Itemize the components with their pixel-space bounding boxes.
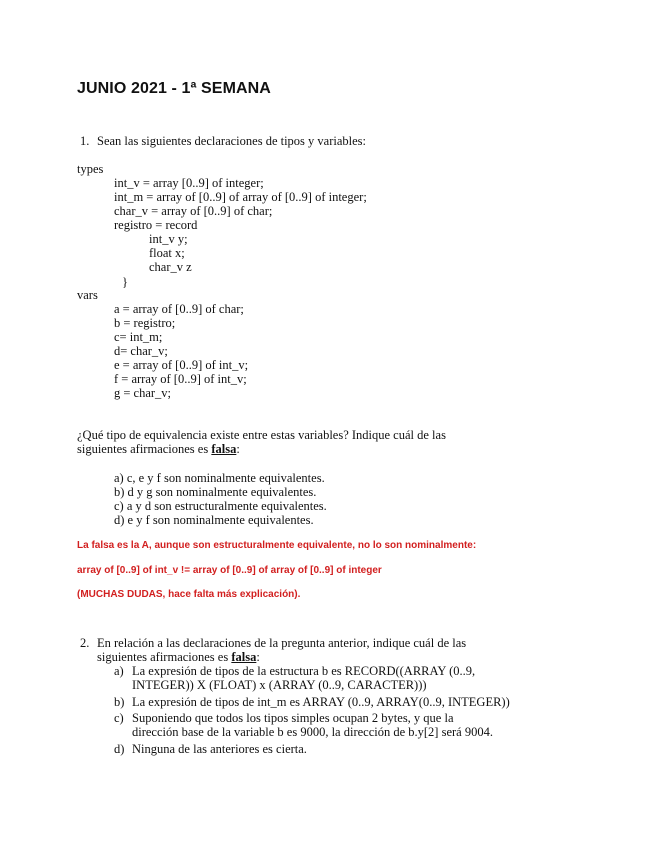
q2-line1: En relación a las declaraciones de la pregunta anterior, indique cuál de las	[97, 636, 467, 650]
var-decl-b: b = registro;	[114, 316, 176, 330]
var-decl-d: d= char_v;	[114, 344, 168, 358]
q1-prompt: Sean las siguientes declaraciones de tipos y variables:	[97, 134, 367, 148]
var-decl-f: f = array of [0..9] of int_v;	[114, 372, 247, 386]
var-decl-a: a = array of [0..9] of char;	[114, 302, 244, 316]
q2-option-b-line1: La expresión de tipos de int_m es ARRAY (0..9, ARRAY(0..9, INTEGER))	[132, 695, 510, 709]
falsa-emphasis: falsa	[211, 442, 237, 456]
q1-option-a: a) c, e y f son nominalmente equivalentes.	[114, 471, 325, 485]
q2-option-c-label: c)	[114, 711, 124, 725]
record-field-x: float x;	[149, 246, 185, 260]
vars-keyword: vars	[77, 288, 98, 302]
var-decl-c: c= int_m;	[114, 330, 163, 344]
q1-option-d: d) e y f son nominalmente equivalentes.	[114, 513, 314, 527]
q2-option-a-line2: INTEGER)) X (FLOAT) x (ARRAY (0..9, CARACTER)))	[132, 678, 427, 692]
q2-option-c-line1: Suponiendo que todos los tipos simples ocupan 2 bytes, y que la	[132, 711, 454, 725]
q1-number: 1.	[80, 134, 90, 148]
q2-option-c-line2: dirección base de la variable b es 9000, la dirección de b.y[2] será 9004.	[132, 725, 493, 739]
type-decl-char-v: char_v = array of [0..9] of char;	[114, 204, 273, 218]
types-keyword: types	[77, 162, 104, 176]
type-decl-int-m: int_m = array of [0..9] of array of [0..9] of integer;	[114, 190, 367, 204]
q2-option-d-line1: Ninguna de las anteriores es cierta.	[132, 742, 307, 756]
record-end-brace: }	[122, 275, 128, 289]
type-decl-registro: registro = record	[114, 218, 198, 232]
answer-note-doubts: (MUCHAS DUDAS, hace falta más explicación).	[77, 589, 301, 600]
var-decl-e: e = array of [0..9] of int_v;	[114, 358, 249, 372]
q2-option-d-label: d)	[114, 742, 125, 756]
q2-option-a-line1: La expresión de tipos de la estructura b es RECORD((ARRAY (0..9,	[132, 664, 476, 678]
q2-line2: siguientes afirmaciones es falsa:	[97, 650, 260, 664]
q1-option-b: b) d y g son nominalmente equivalentes.	[114, 485, 317, 499]
var-decl-g: g = char_v;	[114, 386, 172, 400]
answer-note-type-comparison: array of [0..9] of int_v != array of [0..9] of array of [0..9] of integer	[77, 565, 382, 576]
q2-number: 2.	[80, 636, 90, 650]
q2-option-a-label: a)	[114, 664, 124, 678]
q1-question-line1: ¿Qué tipo de equivalencia existe entre estas variables? Indique cuál de las	[77, 428, 446, 442]
falsa-emphasis: falsa	[231, 650, 257, 664]
record-field-z: char_v z	[149, 260, 192, 274]
page-title: JUNIO 2021 - 1ª SEMANA	[77, 80, 271, 97]
answer-note: La falsa es la A, aunque son estructuralmente equivalente, no lo son nominalmente:	[77, 540, 477, 551]
q2-option-b-label: b)	[114, 695, 125, 709]
q1-option-c: c) a y d son estructuralmente equivalentes.	[114, 499, 327, 513]
type-decl-int-v: int_v = array [0..9] of integer;	[114, 176, 264, 190]
record-field-y: int_v y;	[149, 232, 188, 246]
q1-question-line2: siguientes afirmaciones es falsa:	[77, 442, 240, 456]
